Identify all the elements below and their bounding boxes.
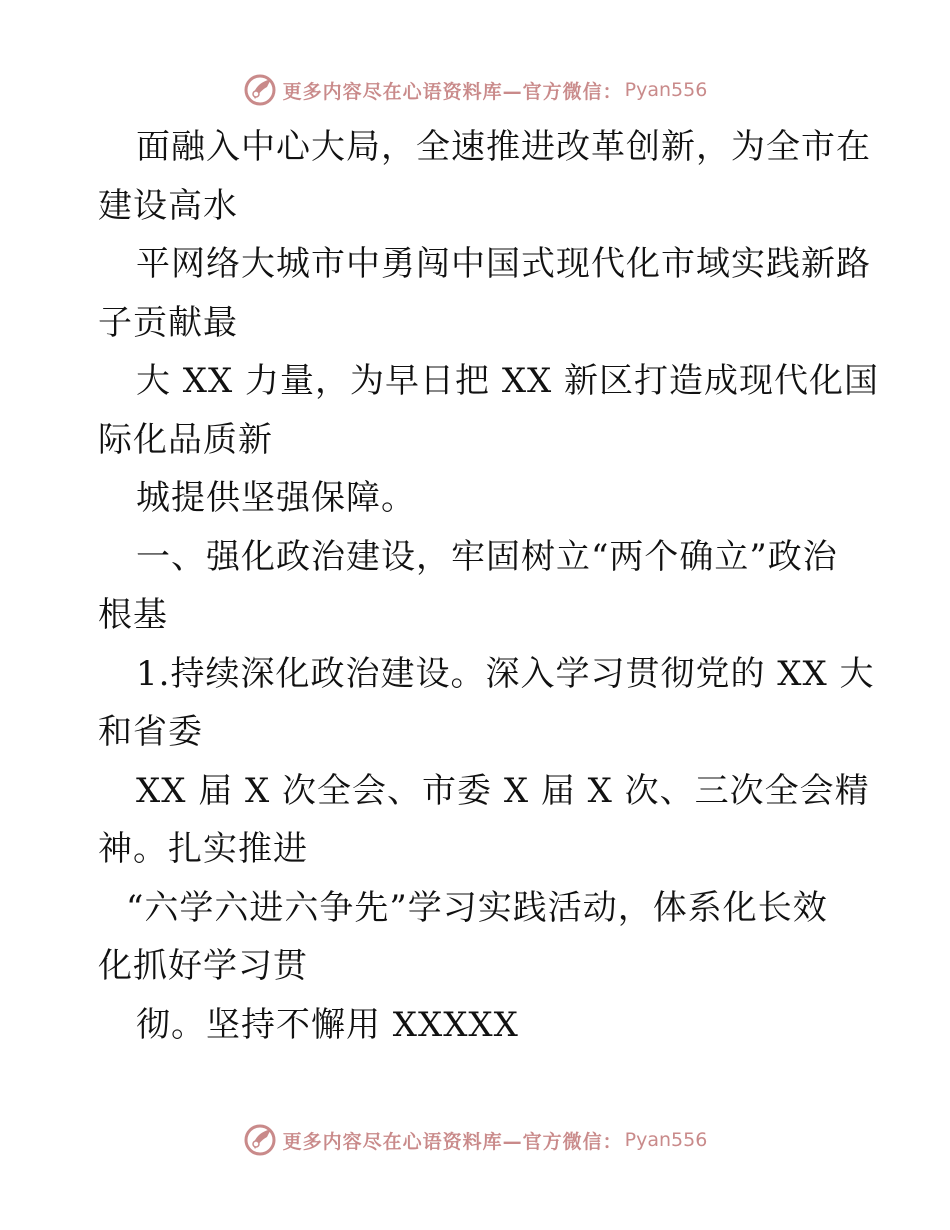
text-line: 神。扎实推进 xyxy=(98,829,308,869)
text-line: 彻。坚持不懈用 XXXXX xyxy=(136,1004,519,1045)
text-line: 际化品质新 xyxy=(98,419,273,460)
text-line: 面融入中心大局，全速推进改革创新，为全市在 xyxy=(136,127,871,167)
watermark-text: 更多内容尽在心语资料库—官方微信： xyxy=(282,80,623,103)
text-line: 城提供坚强保障。 xyxy=(136,478,416,518)
text-line: 根基 xyxy=(98,595,168,635)
text-line: 平网络大城市中勇闯中国式现代化市域实践新路 xyxy=(136,244,871,284)
text-line: 化抓好学习贯 xyxy=(98,946,308,986)
section-heading: 一、强化政治建设，牢固树立“两个确立”政治 xyxy=(136,536,838,577)
header-watermark xyxy=(0,70,950,110)
text-line: “六学六进六争先”学习实践活动，体系化长效 xyxy=(126,887,828,928)
footer-watermark xyxy=(0,1120,950,1160)
text-line: 子贡献最 xyxy=(98,302,238,343)
text-line: 1.持续深化政治建设。深入学习贯彻党的 XX 大 xyxy=(136,653,875,694)
text-line: 建设高水 xyxy=(98,185,238,226)
text-line: 大 XX 力量，为早日把 XX 新区打造成现代化国 xyxy=(136,361,880,401)
watermark-contact: Pyan556 xyxy=(624,79,708,101)
watermark-text: 更多内容尽在心语资料库—官方微信： xyxy=(282,1130,623,1153)
text-line: 和省委 xyxy=(98,712,203,752)
watermark-logo-icon xyxy=(243,73,277,107)
document-body xyxy=(98,118,880,1054)
watermark-contact: Pyan556 xyxy=(624,1129,708,1151)
text-line: XX 届 X 次全会、市委 X 届 X 次、三次全会精 xyxy=(136,770,870,811)
watermark-logo-icon xyxy=(243,1123,277,1157)
